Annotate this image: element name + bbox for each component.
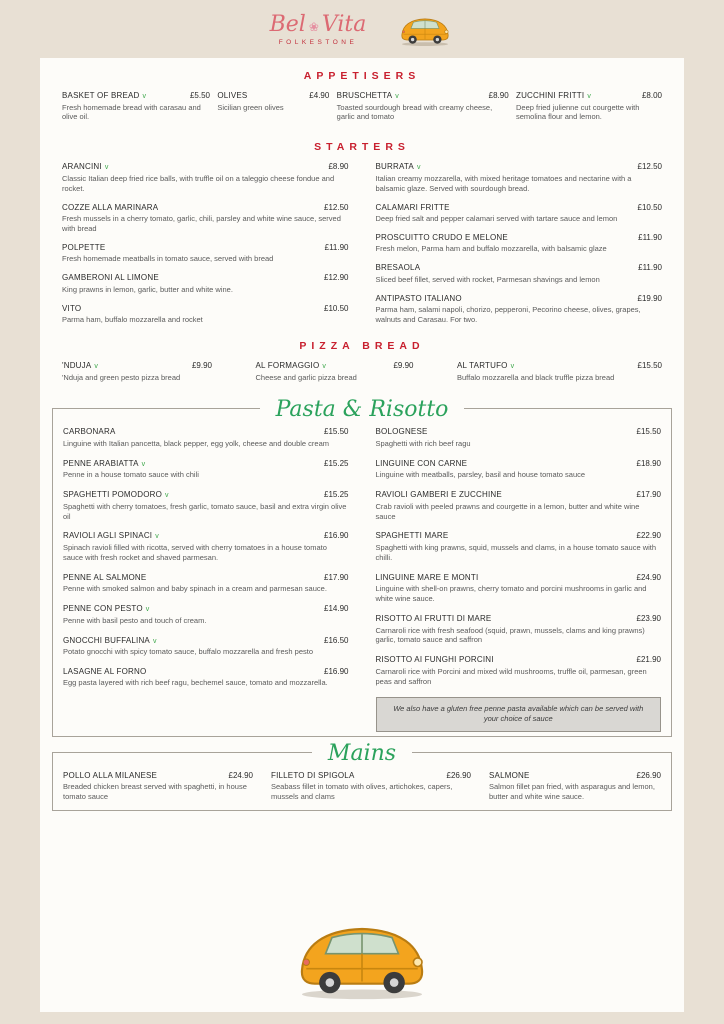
item-description: Parma ham, salami napoli, chorizo, pepperoni, Pecorino cheese, olives, grapes, walnuts and Carasau. For two. [375,305,641,325]
item-name [62,304,84,313]
menu-item [376,490,662,521]
item-name [376,203,453,212]
menu-item [217,91,329,122]
item-price: £22.90 [636,531,661,541]
item-name-text: ZUCCHINI FRITTI [515,91,585,100]
item-name-text: OLIVES [217,91,248,100]
item-header [63,667,349,676]
flower-icon: ❀ [308,20,319,34]
item-description: Spinach ravioli filled with ricotta, served with cherry tomatoes in a house tomato sauce with fresh rocket and shaved parmesan. [63,542,327,562]
item-name [63,573,149,582]
menu-item [62,203,349,234]
item-price: £11.90 [638,232,662,242]
veg-marker: v [155,533,159,541]
veg-marker: v [395,93,399,100]
item-header [376,203,663,212]
menu-item [63,573,349,594]
item-header [337,91,509,100]
item-description: Linguine with Italian pancetta, black pepper, egg yolk, cheese and double cream [63,438,330,448]
item-header [62,243,349,252]
item-header [62,273,349,282]
veg-marker: v [510,363,515,371]
item-price: £24.90 [636,572,661,582]
item-description: Parma ham, buffalo mozzarella and rocket [62,315,203,325]
item-name-text: LINGUINE CON CARNE [375,458,468,468]
item-name [62,203,161,212]
item-name-text: COZZE ALLA MARINARA [62,202,159,212]
item-description: Salmon fillet pan fried, with asparagus and lemon, butter and white wine sauce. [489,782,655,801]
header [0,4,724,56]
menu-item [62,361,212,382]
item-header [63,636,349,645]
item-description: Penne with basil pesto and touch of cream. [63,615,207,625]
appetisers-heading: APPETISERS [303,70,421,82]
mains-heading: Mains [312,743,412,765]
item-name-text: BRUSCHETTA [336,91,393,100]
item-description: Seabass fillet in tomato with olives, artichokes, capers, mussels and clams [271,782,453,801]
menu-item [62,162,349,193]
menu-item [376,263,663,284]
item-header [217,91,329,100]
item-header [62,203,349,212]
item-description: Linguine with shell-on prawns, cherry tomato and porcini mushrooms in garlic and white wine sauce. [375,584,647,604]
item-name-text: AL TARTUFO [457,361,508,371]
item-name [63,459,145,468]
item-price: £16.90 [324,666,349,676]
item-price: £5.50 [189,91,210,100]
item-name-text: RISOTTO AI FUNGHI PORCINI [375,655,494,665]
logo-part2: Vita [321,12,367,37]
item-name-text: GNOCCHI BUFFALINA [63,635,150,645]
car-icon [396,14,454,47]
item-header [63,531,349,540]
item-name [271,771,357,780]
menu-item [516,91,662,122]
menu-item [376,655,662,686]
menu-item [376,459,662,480]
item-price: £10.50 [324,303,349,313]
item-price: £15.50 [324,427,349,437]
item-description: Breaded chicken breast served with spaghetti, in house tomato sauce [63,782,247,801]
menu-item [337,91,509,122]
item-description: Deep fried julienne cut courgette with semolina flour and lemon. [515,102,640,122]
item-name-text: CALAMARI FRITTE [375,202,450,212]
item-price: £16.50 [324,635,349,645]
item-header [63,459,349,468]
menu-item [376,573,662,604]
item-description: Classic Italian deep fried rice balls, with truffle oil on a taleggio cheese fondue and rocket. [62,173,335,193]
item-name [376,459,471,468]
item-description: Sliced beef fillet, served with rocket, Parmesan shavings and lemon [375,274,600,284]
item-name [62,243,108,252]
item-name [489,771,533,780]
logo-part1: Bel [269,12,306,37]
logo-text [270,14,367,36]
item-name [63,667,149,676]
item-price: £10.50 [637,202,662,212]
item-header [271,771,471,780]
item-name-text: CARBONARA [63,427,116,437]
item-price: £19.90 [637,293,662,303]
pasta-risotto-heading-wrap [62,399,662,421]
item-price: £12.90 [324,273,349,283]
item-header [376,573,662,582]
starters-left-column [62,162,349,334]
pasta-risotto-section [52,408,672,736]
item-price: £8.90 [328,162,349,172]
menu-item [63,667,349,688]
pasta-risotto-heading: Pasta & Risotto [260,399,465,421]
item-name [63,636,157,645]
item-name-text: BRESAOLA [375,263,421,273]
item-description: Buffalo mozzarella and black truffle pizza bread [457,372,615,382]
menu-item [256,361,414,382]
item-header [376,233,663,242]
item-price: £8.90 [488,91,509,100]
item-name-text: VITO [62,303,82,313]
restaurant-logo [270,14,367,46]
menu-item [376,614,662,645]
item-name-text: PENNE AL SALMONE [63,572,147,582]
item-header [63,771,253,780]
item-name [376,655,497,664]
menu-item [62,243,349,264]
mains-heading-wrap [62,740,662,766]
item-price: £9.90 [191,361,212,371]
menu-item [376,294,663,325]
item-price: £15.25 [324,490,349,500]
item-name [256,361,327,370]
veg-marker: v [145,606,150,614]
item-name [516,91,591,100]
menu-item [63,604,349,625]
item-name [376,294,465,303]
item-header [376,427,662,436]
item-price: £17.90 [636,490,661,500]
logo-tagline: FOLKESTONE [278,39,358,46]
pizza-bread-heading: PIZZA BREAD [299,340,425,353]
item-header [376,459,662,468]
menu-item [376,531,662,562]
item-name [62,361,98,370]
item-name [62,273,162,282]
item-price: £11.90 [638,263,662,273]
item-header [63,573,349,582]
item-description: Potato gnocchi with spicy tomato sauce, buffalo mozzarella and fresh pesto [63,647,314,657]
item-price: £15.50 [637,361,662,371]
item-name [376,573,482,582]
item-name-text: BURRATA [375,162,414,172]
item-name-text: RISOTTO AI FRUTTI DI MARE [375,614,492,624]
item-name [376,490,505,499]
item-header [256,361,414,370]
veg-marker: v [141,460,146,468]
veg-marker: v [416,164,421,172]
item-description: Fresh mussels in a cherry tomato, garlic, chili, parsley and white wine sauce, served with bread [62,214,341,233]
menu-item [62,304,349,325]
item-price: £4.90 [309,91,330,100]
item-header [62,91,210,100]
menu-item [376,203,663,224]
veg-marker: v [322,363,327,371]
item-name [63,490,169,499]
item-description: Penne with smoked salmon and baby spinach in a cream and parmesan sauce. [63,584,327,594]
veg-marker: v [152,637,157,645]
starters-heading: STARTERS [314,141,410,154]
item-description: Carnaroli rice with fresh seafood (squid, prawn, mussels, clams and king prawns) garlic, tomato sauce and saffron [375,625,645,645]
item-name [376,427,431,436]
item-header [376,490,662,499]
menu-item [63,427,349,448]
item-header [457,361,662,370]
pizza-bread-section [62,361,662,391]
item-price: £11.90 [324,242,349,252]
item-header [63,427,349,436]
item-description: Sicilian green olives [217,102,284,112]
item-price: £21.90 [636,655,661,665]
item-name-text: SPAGHETTI MARE [375,531,449,541]
item-name-text: ANTIPASTO ITALIANO [375,293,462,303]
menu-item [489,771,661,802]
gluten-free-note: We also have a gluten free penne pasta available which can be served with your choice of sauce [376,697,662,732]
veg-marker: v [142,93,147,100]
menu-item [63,771,253,802]
veg-marker: v [94,363,99,371]
item-name [63,604,149,613]
item-header [62,162,349,171]
item-name [376,614,495,623]
menu-item [62,273,349,294]
item-name-text: SPAGHETTI POMODORO [63,490,163,500]
appetisers-section [62,91,662,131]
footer [62,912,662,1004]
item-price: £15.50 [636,427,661,437]
item-price: £23.90 [636,614,661,624]
item-price: £24.90 [228,770,253,780]
item-header [516,91,662,100]
item-description: Fresh homemade bread with carasau and olive oil. [62,102,201,122]
item-name [376,162,421,171]
item-header [62,304,349,313]
item-price: £8.00 [641,91,662,100]
item-name-text: GAMBERONI AL LIMONE [62,273,159,283]
item-header [376,655,662,664]
menu-item [376,233,663,254]
item-name [62,162,109,171]
item-description: Penne in a house tomato sauce with chili [63,470,199,480]
menu-item [63,636,349,657]
menu-item [62,91,210,122]
item-name [376,263,424,272]
item-name-text: BASKET OF BREAD [62,91,140,100]
item-price: £17.90 [324,572,349,582]
item-name-text: BOLOGNESE [375,427,428,437]
starters-right-column [376,162,663,334]
item-header [376,162,663,171]
item-price: £12.50 [324,202,349,212]
item-name-text: PROSCUITTO CRUDO E MELONE [375,232,508,242]
item-header [376,531,662,540]
veg-marker: v [165,492,169,500]
item-header [376,614,662,623]
item-description: King prawns in lemon, garlic, butter and white wine. [62,284,233,294]
item-description: Spaghetti with king prawns, squid, mussels and clams, in a house tomato sauce with chilli. [375,542,657,562]
item-price: £12.50 [637,162,662,172]
item-name [63,427,118,436]
item-description: Toasted sourdough bread with creamy cheese, garlic and tomato [336,102,493,122]
item-name-text: POLPETTE [62,242,106,252]
item-description: Cheese and garlic pizza bread [255,372,357,382]
item-name-text: LINGUINE MARE E MONTI [375,572,479,582]
menu-item [63,459,349,480]
menu-item [457,361,662,382]
item-name-text: RAVIOLI GAMBERI E ZUCCHINE [375,490,502,500]
item-name [63,771,160,780]
item-description: Egg pasta layered with rich beef ragu, bechemel sauce, tomato and mozzarella. [63,678,328,688]
veg-marker: v [587,93,592,100]
item-name-text: FILLETO DI SPIGOLA [271,770,355,780]
item-description: 'Nduja and green pesto pizza bread [62,372,181,382]
item-name-text: RAVIOLI AGLI SPINACI [63,531,153,541]
item-price: £14.90 [324,604,349,614]
item-name-text: ARANCINI [62,162,102,172]
item-description: Deep fried salt and pepper calamari served with tartare sauce and lemon [375,214,618,224]
item-name [457,361,514,370]
item-name-text: PENNE CON PESTO [63,604,143,614]
item-header [376,263,663,272]
item-name [376,531,452,540]
item-name-text: POLLO ALLA MILANESE [63,770,158,780]
item-name [63,531,159,540]
item-name-text: SALMONE [489,770,530,780]
menu-sheet [40,58,684,1012]
item-name [337,91,399,100]
item-description: Fresh melon, Parma ham and buffalo mozzarella, with balsamic glaze [375,244,607,254]
item-header [489,771,661,780]
item-header [63,490,349,499]
item-description: Italian creamy mozzarella, with mixed heritage tomatoes and nectarine with a balsamic glaze. Served with sourdough bread. [375,173,632,193]
menu-item [63,531,349,562]
item-name-text: AL FORMAGGIO [255,361,320,371]
item-description: Crab ravioli with peeled prawns and courgette in a lemon, butter and white wine sauce [375,501,640,521]
item-price: £26.90 [636,770,661,780]
item-name-text: PENNE ARABIATTA [63,458,139,468]
item-description: Carnaroli rice with Porcini and mixed wild mushrooms, truffle oil, parmesan, green peas and saffron [375,666,647,686]
pasta-right-column [376,427,662,731]
menu-item [376,427,662,448]
menu-item [376,162,663,193]
item-header [63,604,349,613]
item-name-text: LASAGNE AL FORNO [63,666,147,676]
starters-section [62,162,662,334]
item-description: Spaghetti with cherry tomatoes, fresh garlic, tomato sauce, basil and extra virgin olive oil [63,501,347,521]
item-price: £18.90 [636,458,661,468]
item-header [376,294,663,303]
item-price: £15.25 [324,458,349,468]
item-name [376,233,511,242]
item-price: £26.90 [446,770,471,780]
item-description: Fresh homemade meatballs in tomato sauce, served with bread [62,254,274,264]
item-price: £16.90 [324,531,349,541]
item-header [62,361,212,370]
menu-item [271,771,471,802]
item-price: £9.90 [393,361,414,371]
item-name [217,91,250,100]
item-description: Linguine with meatballs, parsley, basil and house tomato sauce [375,470,586,480]
car-icon [287,916,437,1002]
menu-item [63,490,349,521]
veg-marker: v [104,164,109,172]
item-description: Spaghetti with rich beef ragu [375,438,471,448]
item-name [62,91,146,100]
pasta-left-column [63,427,349,731]
item-name-text: 'NDUJA [62,361,92,371]
